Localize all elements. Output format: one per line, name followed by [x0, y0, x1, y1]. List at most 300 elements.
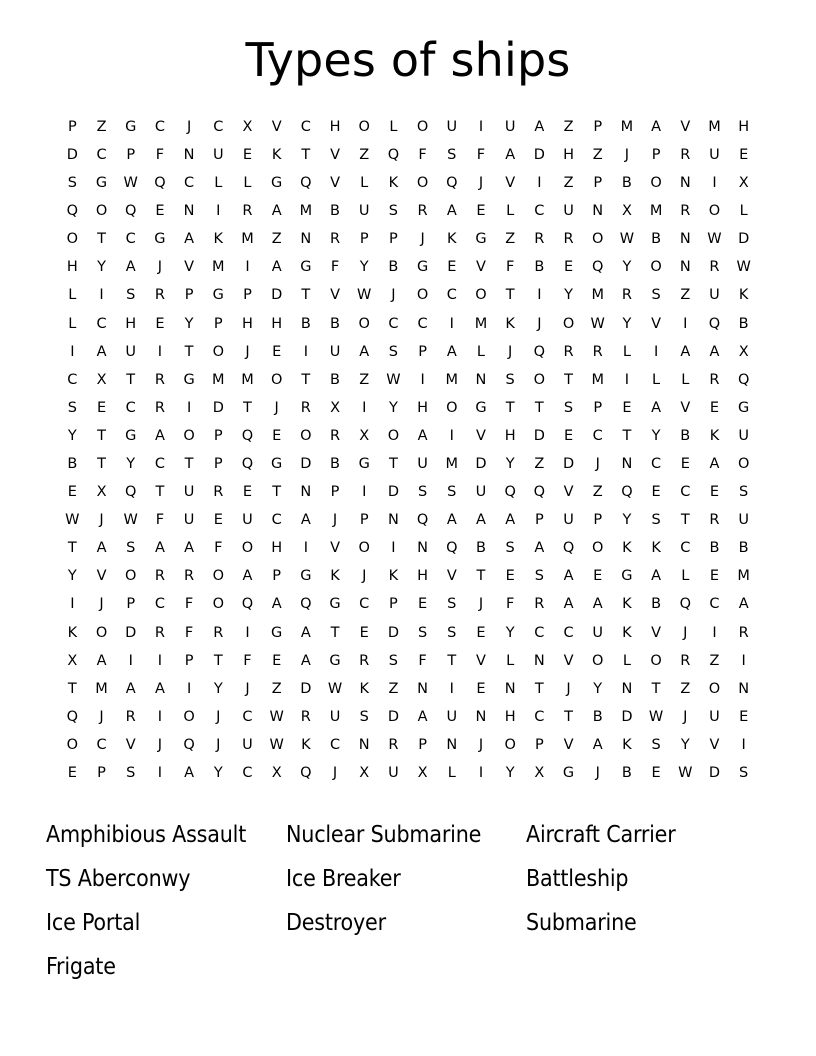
letter-cell[interactable]: P [418, 343, 427, 360]
letter-cell[interactable]: Y [564, 287, 573, 304]
letter-cell[interactable]: E [67, 484, 77, 501]
letter-cell[interactable]: A [359, 343, 370, 360]
letter-cell[interactable]: E [593, 568, 603, 585]
letter-cell[interactable]: F [184, 624, 194, 641]
letter-cell[interactable]: Z [709, 652, 720, 669]
letter-cell[interactable]: T [534, 399, 544, 416]
letter-cell[interactable]: U [738, 427, 749, 444]
letter-cell[interactable]: L [389, 118, 398, 135]
letter-grid[interactable] [58, 113, 759, 787]
word-list-item[interactable]: Submarine [526, 910, 637, 937]
letter-cell[interactable]: P [389, 231, 398, 248]
letter-cell[interactable]: Q [125, 203, 137, 220]
letter-cell[interactable]: C [213, 118, 224, 135]
letter-cell[interactable]: E [242, 146, 253, 163]
letter-cell[interactable]: P [593, 118, 603, 135]
letter-cell[interactable]: S [417, 484, 428, 501]
letter-cell[interactable]: R [592, 343, 603, 360]
letter-cell[interactable]: C [563, 624, 574, 641]
letter-cell[interactable]: R [184, 568, 195, 585]
letter-cell[interactable]: E [651, 484, 661, 501]
letter-cell[interactable]: S [534, 568, 544, 585]
letter-cell[interactable]: G [562, 765, 575, 782]
letter-cell[interactable]: O [241, 540, 254, 557]
letter-cell[interactable]: O [300, 427, 312, 444]
letter-cell[interactable]: Q [504, 484, 516, 501]
letter-cell[interactable]: N [621, 456, 633, 473]
letter-cell[interactable]: K [738, 287, 749, 304]
letter-cell[interactable]: R [563, 343, 574, 360]
letter-cell[interactable]: E [96, 399, 107, 416]
letter-cell[interactable]: V [505, 175, 516, 192]
letter-cell[interactable]: J [391, 287, 396, 304]
letter-cell[interactable]: A [96, 652, 107, 669]
letter-cell[interactable]: C [680, 540, 691, 557]
word-list-item[interactable]: Battleship [526, 866, 629, 893]
letter-cell[interactable]: O [562, 315, 575, 332]
letter-cell[interactable]: H [271, 540, 283, 557]
letter-cell[interactable]: C [300, 118, 311, 135]
letter-cell[interactable]: N [475, 708, 487, 725]
letter-cell[interactable]: I [157, 765, 163, 782]
letter-cell[interactable]: I [157, 343, 163, 360]
letter-cell[interactable]: S [447, 596, 457, 613]
letter-cell[interactable]: I [712, 175, 717, 192]
letter-cell[interactable]: R [534, 596, 545, 613]
letter-cell[interactable]: I [478, 765, 484, 782]
letter-cell[interactable]: B [592, 708, 603, 725]
letter-cell[interactable]: V [330, 540, 340, 557]
letter-cell[interactable]: K [447, 231, 457, 248]
letter-cell[interactable]: L [506, 203, 515, 220]
letter-cell[interactable]: A [709, 456, 720, 473]
letter-cell[interactable]: T [388, 456, 398, 473]
letter-cell[interactable]: P [126, 146, 136, 163]
letter-cell[interactable]: S [447, 624, 457, 641]
letter-cell[interactable]: U [329, 708, 341, 725]
letter-cell[interactable]: C [67, 371, 78, 388]
letter-cell[interactable]: S [651, 736, 661, 753]
letter-cell[interactable]: S [359, 708, 369, 725]
letter-cell[interactable]: M [445, 456, 459, 473]
letter-cell[interactable]: O [125, 568, 137, 585]
letter-cell[interactable]: O [592, 540, 604, 557]
letter-cell[interactable]: E [155, 315, 165, 332]
letter-cell[interactable]: K [213, 231, 224, 248]
letter-cell[interactable]: W [590, 315, 605, 332]
letter-cell[interactable]: I [624, 371, 630, 388]
letter-cell[interactable]: H [271, 315, 283, 332]
letter-cell[interactable]: Y [97, 259, 106, 276]
letter-cell[interactable]: I [653, 343, 659, 360]
letter-cell[interactable]: O [737, 456, 750, 473]
letter-cell[interactable]: U [358, 203, 370, 220]
letter-cell[interactable]: C [184, 175, 195, 192]
letter-cell[interactable]: C [534, 624, 545, 641]
letter-cell[interactable]: A [96, 343, 107, 360]
letter-cell[interactable]: U [709, 146, 720, 163]
letter-cell[interactable]: Z [680, 680, 691, 697]
letter-cell[interactable]: C [96, 736, 107, 753]
letter-cell[interactable]: I [245, 259, 250, 276]
letter-cell[interactable]: Y [505, 456, 515, 473]
letter-cell[interactable]: X [67, 652, 78, 669]
letter-cell[interactable]: G [358, 456, 370, 473]
letter-cell[interactable]: O [475, 287, 487, 304]
letter-cell[interactable]: A [446, 203, 457, 220]
letter-cell[interactable]: W [619, 231, 635, 248]
letter-cell[interactable]: X [417, 765, 428, 782]
letter-cell[interactable]: F [155, 512, 165, 529]
letter-cell[interactable]: B [67, 456, 78, 473]
letter-cell[interactable]: F [243, 652, 252, 669]
letter-cell[interactable]: A [709, 343, 720, 360]
letter-cell[interactable]: A [242, 568, 253, 585]
letter-cell[interactable]: J [216, 736, 221, 753]
letter-cell[interactable]: B [475, 540, 486, 557]
letter-cell[interactable]: V [709, 736, 720, 753]
letter-cell[interactable]: A [125, 259, 136, 276]
letter-cell[interactable]: C [154, 118, 165, 135]
letter-cell[interactable]: T [184, 456, 194, 473]
letter-cell[interactable]: S [739, 765, 749, 782]
letter-cell[interactable]: A [446, 343, 457, 360]
letter-cell[interactable]: A [96, 540, 107, 557]
letter-cell[interactable]: E [563, 427, 574, 444]
letter-cell[interactable]: D [475, 456, 487, 473]
letter-cell[interactable]: C [329, 736, 341, 753]
letter-cell[interactable]: U [183, 484, 195, 501]
letter-cell[interactable]: G [329, 596, 341, 613]
letter-cell[interactable]: P [651, 146, 661, 163]
letter-cell[interactable]: U [504, 118, 516, 135]
letter-cell[interactable]: T [505, 287, 515, 304]
letter-cell[interactable]: U [592, 624, 604, 641]
letter-cell[interactable]: D [533, 427, 545, 444]
letter-cell[interactable]: T [184, 343, 194, 360]
letter-cell[interactable]: G [212, 287, 224, 304]
letter-cell[interactable]: L [243, 175, 252, 192]
letter-cell[interactable]: L [622, 343, 631, 360]
letter-cell[interactable]: N [300, 484, 312, 501]
letter-cell[interactable]: Y [213, 765, 223, 782]
letter-cell[interactable]: D [387, 484, 399, 501]
letter-cell[interactable]: Q [533, 484, 546, 501]
letter-cell[interactable]: A [184, 765, 195, 782]
letter-cell[interactable]: G [271, 456, 283, 473]
letter-cell[interactable]: O [446, 399, 458, 416]
letter-cell[interactable]: A [680, 343, 691, 360]
letter-cell[interactable]: N [679, 175, 691, 192]
letter-cell[interactable]: I [186, 680, 192, 697]
letter-cell[interactable]: E [680, 456, 690, 473]
letter-cell[interactable]: G [300, 568, 312, 585]
letter-cell[interactable]: R [709, 512, 720, 529]
letter-cell[interactable]: F [505, 259, 515, 276]
letter-cell[interactable]: O [183, 708, 195, 725]
letter-cell[interactable]: A [592, 736, 603, 753]
letter-cell[interactable]: I [741, 736, 746, 753]
letter-cell[interactable]: O [592, 652, 604, 669]
letter-cell[interactable]: D [738, 231, 750, 248]
letter-cell[interactable]: G [475, 231, 487, 248]
letter-cell[interactable]: T [564, 371, 573, 388]
letter-cell[interactable]: A [184, 540, 195, 557]
letter-cell[interactable]: E [651, 765, 661, 782]
letter-cell[interactable]: K [622, 624, 632, 641]
letter-cell[interactable]: S [67, 399, 77, 416]
letter-cell[interactable]: A [125, 680, 136, 697]
letter-cell[interactable]: Q [300, 175, 312, 192]
letter-cell[interactable]: G [183, 371, 195, 388]
letter-cell[interactable]: Q [737, 371, 750, 388]
letter-cell[interactable]: R [154, 568, 165, 585]
letter-cell[interactable]: N [183, 203, 195, 220]
letter-cell[interactable]: R [300, 399, 311, 416]
letter-cell[interactable]: Q [125, 484, 137, 501]
letter-cell[interactable]: Q [387, 146, 400, 163]
letter-cell[interactable]: J [245, 680, 250, 697]
letter-cell[interactable]: I [70, 343, 75, 360]
letter-cell[interactable]: T [126, 371, 136, 388]
letter-cell[interactable]: I [683, 315, 688, 332]
letter-cell[interactable]: Z [563, 118, 574, 135]
letter-cell[interactable]: A [476, 512, 486, 529]
letter-cell[interactable]: G [95, 175, 108, 192]
word-list-item[interactable]: Frigate [46, 954, 116, 981]
letter-cell[interactable]: A [300, 652, 311, 669]
letter-cell[interactable]: U [563, 512, 574, 529]
letter-cell[interactable]: W [269, 708, 284, 725]
letter-cell[interactable]: J [274, 399, 279, 416]
letter-cell[interactable]: I [391, 540, 396, 557]
letter-cell[interactable]: Z [505, 231, 516, 248]
letter-cell[interactable]: E [272, 652, 282, 669]
letter-cell[interactable]: J [595, 765, 600, 782]
letter-cell[interactable]: O [504, 736, 516, 753]
letter-cell[interactable]: Y [67, 568, 77, 585]
letter-cell[interactable]: P [534, 512, 544, 529]
letter-cell[interactable]: T [622, 427, 632, 444]
letter-cell[interactable]: K [359, 680, 369, 697]
letter-cell[interactable]: M [445, 371, 459, 388]
letter-cell[interactable]: F [505, 596, 515, 613]
letter-cell[interactable]: X [359, 765, 370, 782]
letter-cell[interactable]: Q [66, 708, 79, 725]
letter-cell[interactable]: L [360, 175, 369, 192]
letter-cell[interactable]: M [591, 287, 604, 304]
letter-cell[interactable]: N [183, 146, 195, 163]
letter-cell[interactable]: R [388, 736, 399, 753]
letter-cell[interactable]: T [651, 680, 661, 697]
letter-cell[interactable]: I [362, 484, 367, 501]
letter-cell[interactable]: A [446, 512, 457, 529]
letter-cell[interactable]: O [358, 540, 370, 557]
letter-cell[interactable]: R [680, 203, 691, 220]
letter-cell[interactable]: G [271, 175, 283, 192]
letter-cell[interactable]: J [99, 512, 104, 529]
letter-cell[interactable]: R [213, 484, 224, 501]
letter-cell[interactable]: K [301, 736, 311, 753]
letter-cell[interactable]: X [271, 765, 282, 782]
letter-cell[interactable]: R [738, 624, 749, 641]
letter-cell[interactable]: P [593, 399, 603, 416]
letter-cell[interactable]: E [739, 146, 749, 163]
letter-cell[interactable]: K [505, 315, 515, 332]
letter-cell[interactable]: T [505, 399, 515, 416]
letter-cell[interactable]: I [245, 624, 250, 641]
letter-cell[interactable]: F [155, 146, 165, 163]
letter-cell[interactable]: R [709, 259, 720, 276]
letter-cell[interactable]: A [505, 512, 516, 529]
letter-cell[interactable]: C [359, 596, 370, 613]
letter-cell[interactable]: Q [679, 596, 691, 613]
letter-cell[interactable]: B [330, 456, 340, 473]
letter-cell[interactable]: T [97, 427, 106, 444]
letter-cell[interactable]: W [707, 231, 722, 248]
letter-cell[interactable]: S [505, 540, 515, 557]
letter-cell[interactable]: P [213, 315, 223, 332]
letter-cell[interactable]: W [357, 287, 372, 304]
letter-cell[interactable]: J [478, 175, 484, 192]
letter-cell[interactable]: S [505, 371, 515, 388]
letter-cell[interactable]: X [738, 343, 749, 360]
letter-cell[interactable]: Q [66, 203, 79, 220]
letter-cell[interactable]: R [154, 287, 165, 304]
letter-cell[interactable]: S [126, 765, 136, 782]
letter-cell[interactable]: F [184, 596, 194, 613]
letter-cell[interactable]: Z [271, 231, 282, 248]
letter-cell[interactable]: A [651, 118, 662, 135]
letter-cell[interactable]: T [67, 680, 77, 697]
letter-cell[interactable]: W [736, 259, 751, 276]
letter-cell[interactable]: R [154, 399, 165, 416]
letter-cell[interactable]: M [299, 203, 313, 220]
letter-cell[interactable]: M [737, 568, 750, 585]
letter-cell[interactable]: I [99, 287, 104, 304]
letter-cell[interactable]: Q [154, 175, 166, 192]
letter-cell[interactable]: Q [708, 315, 721, 332]
letter-cell[interactable]: E [739, 708, 749, 725]
letter-cell[interactable]: W [678, 765, 693, 782]
letter-cell[interactable]: U [563, 203, 574, 220]
letter-cell[interactable]: Y [622, 512, 632, 529]
letter-cell[interactable]: A [300, 624, 311, 641]
letter-cell[interactable]: K [622, 736, 632, 753]
letter-cell[interactable]: Q [241, 596, 254, 613]
letter-cell[interactable]: Z [563, 175, 574, 192]
letter-cell[interactable]: M [95, 680, 108, 697]
letter-cell[interactable]: J [99, 708, 104, 725]
letter-cell[interactable]: I [420, 371, 425, 388]
letter-cell[interactable]: N [621, 680, 633, 697]
letter-cell[interactable]: P [213, 427, 223, 444]
letter-cell[interactable]: R [563, 231, 574, 248]
letter-cell[interactable]: S [447, 484, 457, 501]
letter-cell[interactable]: J [245, 343, 250, 360]
letter-cell[interactable]: A [154, 540, 165, 557]
letter-cell[interactable]: K [622, 596, 632, 613]
letter-cell[interactable]: J [332, 765, 338, 782]
letter-cell[interactable]: I [537, 175, 542, 192]
letter-cell[interactable]: L [652, 371, 661, 388]
letter-cell[interactable]: D [533, 146, 545, 163]
letter-cell[interactable]: H [242, 315, 253, 332]
letter-cell[interactable]: M [212, 371, 225, 388]
letter-cell[interactable]: Q [562, 540, 575, 557]
letter-cell[interactable]: E [213, 512, 223, 529]
letter-cell[interactable]: I [157, 708, 163, 725]
letter-cell[interactable]: K [388, 175, 399, 192]
letter-cell[interactable]: Q [446, 540, 458, 557]
letter-cell[interactable]: H [125, 315, 137, 332]
letter-cell[interactable]: C [125, 399, 136, 416]
letter-cell[interactable]: T [534, 680, 544, 697]
letter-cell[interactable]: D [621, 708, 633, 725]
letter-cell[interactable]: E [476, 624, 486, 641]
letter-cell[interactable]: G [475, 399, 487, 416]
letter-cell[interactable]: I [478, 118, 484, 135]
letter-cell[interactable]: G [125, 118, 137, 135]
letter-cell[interactable]: Q [592, 259, 604, 276]
letter-cell[interactable]: E [447, 259, 457, 276]
letter-cell[interactable]: C [592, 427, 603, 444]
letter-cell[interactable]: P [330, 484, 340, 501]
letter-cell[interactable]: R [680, 652, 691, 669]
letter-cell[interactable]: Z [534, 456, 545, 473]
letter-cell[interactable]: A [592, 596, 603, 613]
letter-cell[interactable]: J [332, 512, 338, 529]
letter-cell[interactable]: V [125, 736, 136, 753]
letter-cell[interactable]: B [709, 540, 720, 557]
letter-cell[interactable]: D [562, 456, 575, 473]
letter-cell[interactable]: U [212, 146, 224, 163]
letter-cell[interactable]: J [157, 259, 163, 276]
letter-cell[interactable]: Y [184, 315, 194, 332]
letter-cell[interactable]: A [505, 146, 516, 163]
letter-cell[interactable]: N [417, 540, 429, 557]
letter-cell[interactable]: M [241, 371, 254, 388]
letter-cell[interactable]: I [70, 596, 75, 613]
letter-cell[interactable]: U [417, 456, 428, 473]
letter-cell[interactable]: S [739, 484, 749, 501]
letter-cell[interactable]: Z [271, 680, 282, 697]
letter-cell[interactable]: P [213, 456, 223, 473]
letter-cell[interactable]: A [563, 568, 574, 585]
letter-cell[interactable]: P [97, 765, 106, 782]
letter-cell[interactable]: L [68, 287, 77, 304]
letter-cell[interactable]: K [388, 568, 399, 585]
letter-cell[interactable]: E [476, 203, 486, 220]
letter-cell[interactable]: X [96, 371, 107, 388]
letter-cell[interactable]: Y [213, 680, 223, 697]
letter-cell[interactable]: P [593, 175, 603, 192]
letter-cell[interactable]: X [96, 484, 107, 501]
letter-cell[interactable]: X [330, 399, 340, 416]
word-list-item[interactable]: Nuclear Submarine [286, 822, 482, 849]
letter-cell[interactable]: T [476, 568, 486, 585]
letter-cell[interactable]: U [183, 512, 195, 529]
letter-cell[interactable]: U [446, 708, 458, 725]
letter-cell[interactable]: I [449, 680, 454, 697]
letter-cell[interactable]: C [96, 315, 107, 332]
letter-cell[interactable]: D [387, 708, 399, 725]
letter-cell[interactable]: C [534, 203, 545, 220]
letter-cell[interactable]: J [99, 596, 104, 613]
letter-cell[interactable]: N [592, 203, 604, 220]
letter-cell[interactable]: N [446, 736, 458, 753]
letter-cell[interactable]: A [271, 259, 282, 276]
